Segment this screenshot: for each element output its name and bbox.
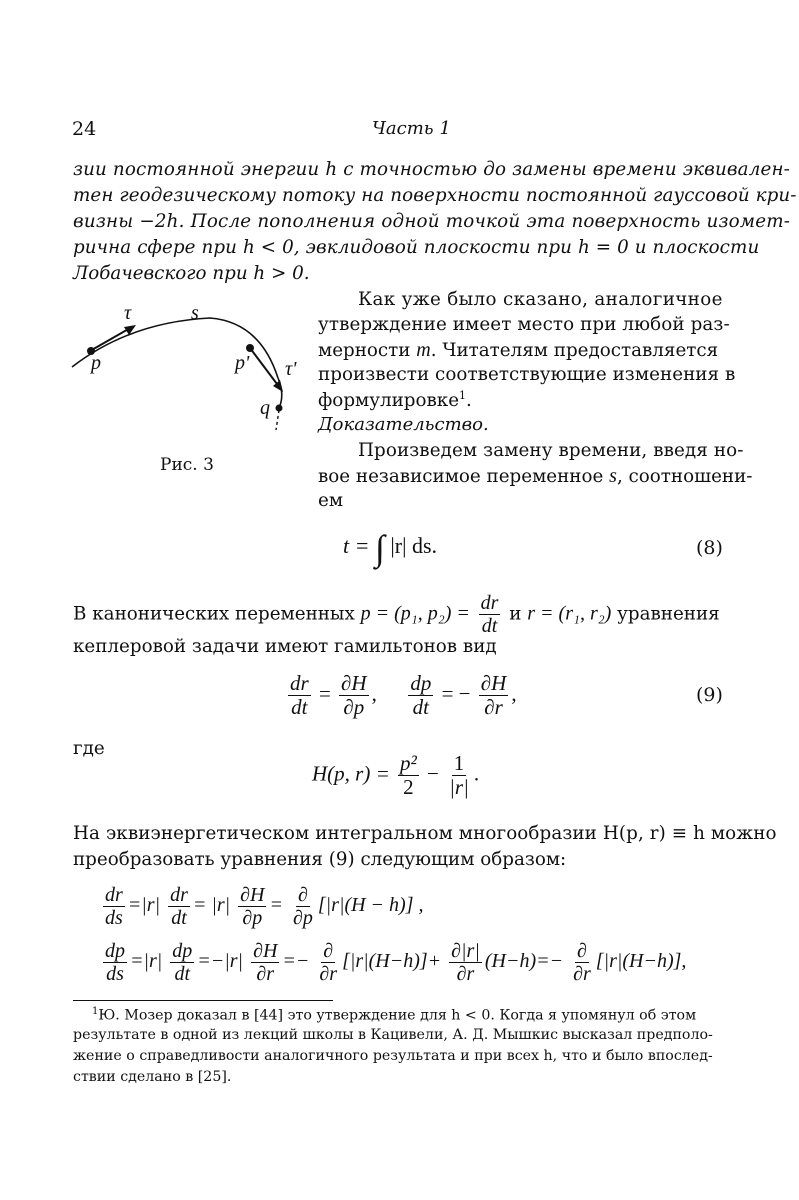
label-p-prime: p' xyxy=(235,352,250,374)
equation-8-number: (8) xyxy=(696,537,723,559)
label-tau-prime: τ' xyxy=(285,358,297,380)
intro-line: Лобачевского при h > 0. xyxy=(73,263,310,284)
tangent-arrow-tau xyxy=(90,327,132,351)
proof-line: вое независимое переменное s, соотношени- xyxy=(318,465,753,487)
integral-sign: ∫ xyxy=(374,528,385,568)
hamiltonian-lhs: H(p, r) = xyxy=(312,761,390,786)
eq8-lhs: t = xyxy=(343,533,370,559)
canonical-line-2: кеплеровой задачи имеют гамильтонов вид xyxy=(73,636,497,657)
canonical-text-c: уравнения xyxy=(617,603,720,625)
side-line-last: формулировке$^1$. xyxy=(318,389,472,412)
footnote-rule xyxy=(73,1000,333,1001)
equation-9-number: (9) xyxy=(696,684,723,706)
p-expression: p = (p₁, p₂) = xyxy=(360,602,470,625)
tangent-arrow-tau-prime xyxy=(250,348,280,388)
intro-line: рична сфере при h < 0, эвклидовой плоскости при h = 0 и плоскости xyxy=(73,237,760,258)
intro-line: тен геодезическому потоку на поверхности постоянной гауссовой кри- xyxy=(73,185,797,206)
fraction-dr-dt: $\frac{dr}{dt}$ xyxy=(480,592,499,637)
canonical-text-b: и xyxy=(509,603,522,625)
footnote-number: 1 xyxy=(92,1006,99,1017)
footnote-line: ствии сделано в [25]. xyxy=(73,1069,232,1085)
hamiltonian-equation: H(p, r) = $\frac{\text{p²}}{2}$ − $\frac{1}{|r|}$ . xyxy=(312,751,480,800)
equation-9: $\frac{dr}{dt}$ = $\frac{\partial H}{\partial p}$ , $\frac{dp}{dt}$ = − $\frac{\partial H}{\partial r}$ , xyxy=(290,671,517,720)
row2-frac-dabsr-dr: $\frac{\partial|r|}{\partial r}$ xyxy=(451,940,480,985)
label-p: p xyxy=(91,352,101,374)
side-line: Как уже было сказано, аналогичное xyxy=(358,289,723,310)
manifold-line-1: На эквиэнергетическом интегральном многообразии H(p, r) ≡ h можно xyxy=(73,823,777,844)
row1-frac-dr-ds: $\frac{dr}{ds}$ xyxy=(105,884,123,929)
label-q: q xyxy=(260,397,270,419)
eq8-integrand: |r| ds. xyxy=(390,533,438,559)
label-tau: τ xyxy=(124,302,132,324)
frac-p2-2: $\frac{\text{p²}}{2}$ xyxy=(400,751,417,800)
side-line: мерности m. Читателям предоставляется xyxy=(318,339,719,361)
derivation-row-2: $\frac{dp}{ds}$ =|r| $\frac{dp}{dt}$ =−|r| $\frac{\partial H}{\partial r}$ =− $\frac{\partial}{\partial r}$ [|r|(H−h)]+ $\frac{\partial|r|}{\partial r}$ (H−h)=− $\frac{\partial}{\partial r}$ [|r|(H−h)], xyxy=(105,940,687,985)
eq9-frac-dr-dt: $\frac{dr}{dt}$ xyxy=(290,671,309,720)
derivation-row-1: $\frac{dr}{ds}$ =|r| $\frac{dr}{dt}$ = |r| $\frac{\partial H}{\partial p}$ = $\frac{\partial}{\partial p}$ [|r|(H − h)] , xyxy=(105,884,424,929)
running-title: Часть 1 xyxy=(372,118,451,139)
point-q xyxy=(276,405,283,412)
curve-diagram xyxy=(60,300,310,450)
intro-line: визны −2h. После пополнения одной точкой эта поверхность изомет- xyxy=(73,211,791,232)
side-line-text: формулировке xyxy=(318,390,460,412)
where-word: где xyxy=(73,738,105,759)
row1-frac-dH-dp: $\frac{\partial H}{\partial p}$ xyxy=(240,884,265,929)
footnote-line: жение о справедливости аналогичного результата и при всех h, что и было впослед- xyxy=(73,1048,713,1064)
equation-8 xyxy=(343,527,437,569)
eq9-frac-dH-dp: $\frac{\partial H}{\partial p}$ xyxy=(341,671,367,720)
proof-line: ем xyxy=(318,490,344,511)
canonical-text-a: В канонических переменных xyxy=(73,603,355,625)
eq9-frac-dp-dt: $\frac{dp}{dt}$ xyxy=(410,671,432,720)
proof-heading: Доказательство. xyxy=(318,414,489,435)
intro-line: зии постоянной энергии h с точностью до замены времени эквивален- xyxy=(73,159,790,180)
row1-frac-dr-dt: $\frac{dr}{dt}$ xyxy=(170,884,188,929)
row2-frac-d-dr-a: $\frac{\partial}{\partial r}$ xyxy=(319,940,338,985)
footnote-line: $^1$Ю. Мозер доказал в [44] это утверждение для h < 0. Когда я упомянул об этом xyxy=(92,1006,697,1024)
side-line: утверждение имеет место при любой раз- xyxy=(318,314,730,335)
row2-frac-dp-dt: $\frac{dp}{dt}$ xyxy=(172,940,193,985)
canonical-line-1 xyxy=(73,592,720,637)
page-number: 24 xyxy=(72,118,97,140)
label-s: s xyxy=(191,302,199,324)
trajectory-dashed xyxy=(276,410,279,430)
footnote-line: результате в одной из лекций школы в Кацивели, А. Д. Мышкис высказал предполо- xyxy=(73,1027,713,1043)
footnote-ref[interactable]: 1 xyxy=(459,389,467,402)
figure-caption: Рис. 3 xyxy=(160,455,214,475)
side-line: произвести соответствующие изменения в xyxy=(318,364,736,385)
point-p-prime xyxy=(246,344,254,352)
manifold-line-2: преобразовать уравнения (9) следующим образом: xyxy=(73,849,567,870)
row2-frac-dH-dr: $\frac{\partial H}{\partial r}$ xyxy=(253,940,278,985)
figure-3 xyxy=(60,300,310,450)
row2-frac-dp-ds: $\frac{dp}{ds}$ xyxy=(105,940,125,985)
proof-line: Произведем замену времени, введя но- xyxy=(358,440,744,461)
eq9-frac-dH-dr: $\frac{\partial H}{\partial r}$ xyxy=(480,671,507,720)
frac-1-absr: $\frac{1}{|r|}$ xyxy=(449,751,469,800)
r-expression: r = (r₁, r₂) xyxy=(527,602,612,625)
row1-frac-d-dp: $\frac{\partial}{\partial p}$ xyxy=(292,884,313,929)
row2-frac-d-dr-b: $\frac{\partial}{\partial r}$ xyxy=(573,940,591,985)
